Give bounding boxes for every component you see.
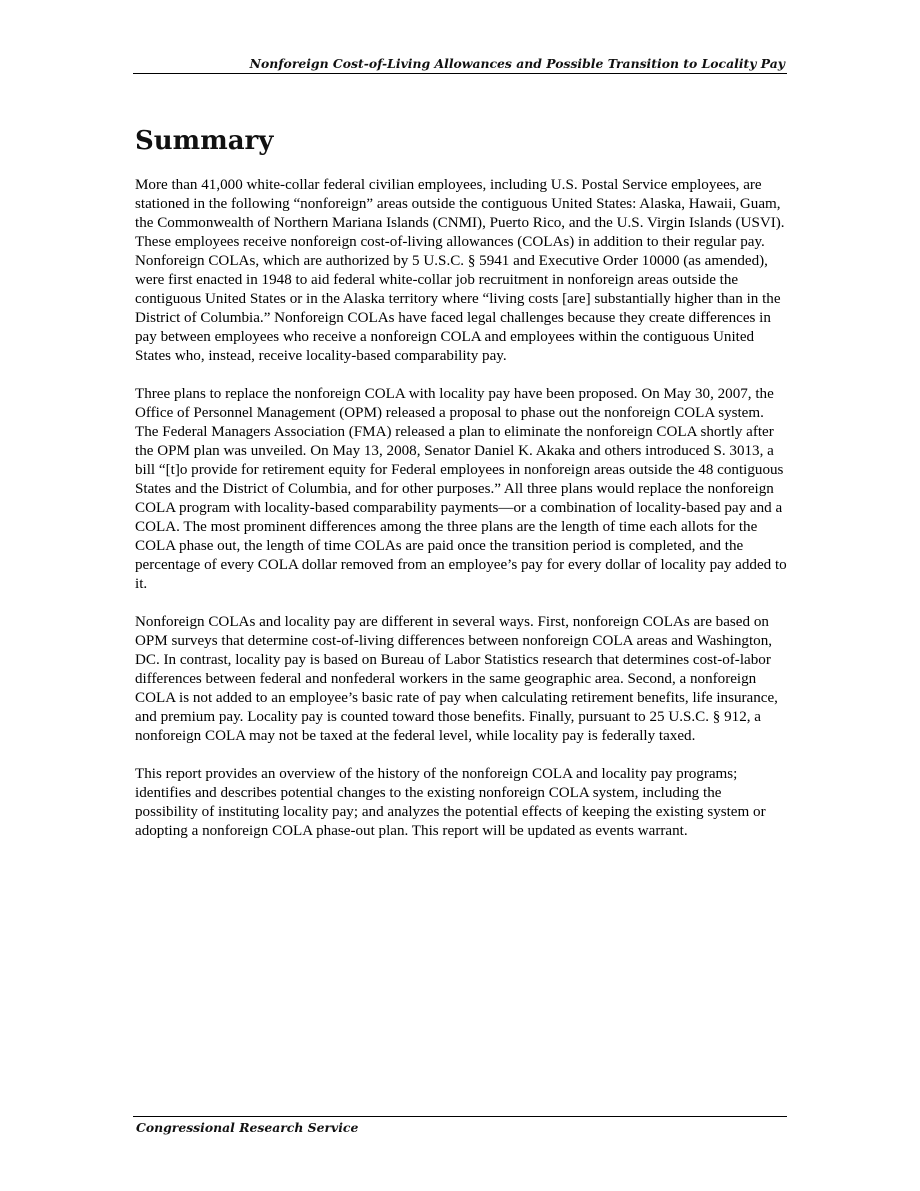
footer-publisher: Congressional Research Service [136, 1120, 359, 1135]
summary-paragraph-1: More than 41,000 white-collar federal civilian employees, including U.S. Postal Service employees, are stationed in the following “nonforeign” areas outside the contiguous United States: Alaska, Hawaii, Guam, the Commonwealth of Northern Mariana Islands (CNMI), Puerto Rico, and the U.S. Virgin Islands (USVI). These employees receive nonforeign cost-of-living allowances (COLAs) in addition to their regular pay. Nonforeign COLAs, which are authorized by 5 U.S.C. § 5941 and Executive Order 10000 (as amended), were first enacted in 1948 to aid federal white-collar job recruitment in nonforeign areas outside the contiguous United States or in the Alaska territory where “living costs [are] substantially higher than in the District of Columbia.” Nonforeign COLAs have faced legal challenges because they create differences in pay between employees who receive a nonforeign COLA and employees within the contiguous United States who, instead, receive locality-based comparability pay. [135, 177, 785, 364]
summary-paragraph-2: Three plans to replace the nonforeign COLA with locality pay have been proposed. On May 30, 2007, the Office of Personnel Management (OPM) released a proposal to phase out the nonforeign COLA system. The Federal Managers Association (FMA) released a plan to eliminate the nonforeign COLA shortly after the OPM plan was unveiled. On May 13, 2008, Senator Daniel K. Akaka and others introduced S. 3013, a bill “[t]o provide for retirement equity for Federal employees in nonforeign areas outside the 48 contiguous States and the District of Columbia, and for other purposes.” All three plans would replace the nonforeign COLA program with locality-based comparability payments—or a combination of locality-based pay and a COLA. The most prominent differences among the three plans are the length of time each allots for the COLA phase out, the length of time COLAs are paid once the transition period is completed, and the percentage of every COLA dollar removed from an employee’s pay for every dollar of locality pay added to it. [135, 386, 787, 592]
summary-paragraph-3: Nonforeign COLAs and locality pay are different in several ways. First, nonforeign COLAs are based on OPM surveys that determine cost-of-living differences between nonforeign COLA areas and Washington, DC. In contrast, locality pay is based on Bureau of Labor Statistics research that determines cost-of-labor differences between federal and nonfederal workers in the same geographic area. Second, a nonforeign COLA is not added to an employee’s basic rate of pay when calculating retirement benefits, life insurance, and premium pay. Locality pay is counted toward those benefits. Finally, pursuant to 25 U.S.C. § 912, a nonforeign COLA may not be taxed at the federal level, while locality pay is federally taxed. [135, 614, 778, 744]
running-footer [133, 1116, 787, 1135]
summary-paragraph-4: This report provides an overview of the history of the nonforeign COLA and locality pay programs; identifies and describes potential changes to the existing nonforeign COLA system, including the possibility of instituting locality pay; and analyzes the potential effects of keeping the existing system or adopting a nonforeign COLA phase-out plan. This report will be updated as events warrant. [135, 766, 766, 839]
running-header-title: Nonforeign Cost-of-Living Allowances and Possible Transition to Locality Pay [249, 56, 785, 71]
running-header [133, 55, 787, 74]
summary-body [135, 176, 787, 860]
page-title: Summary [135, 126, 274, 156]
